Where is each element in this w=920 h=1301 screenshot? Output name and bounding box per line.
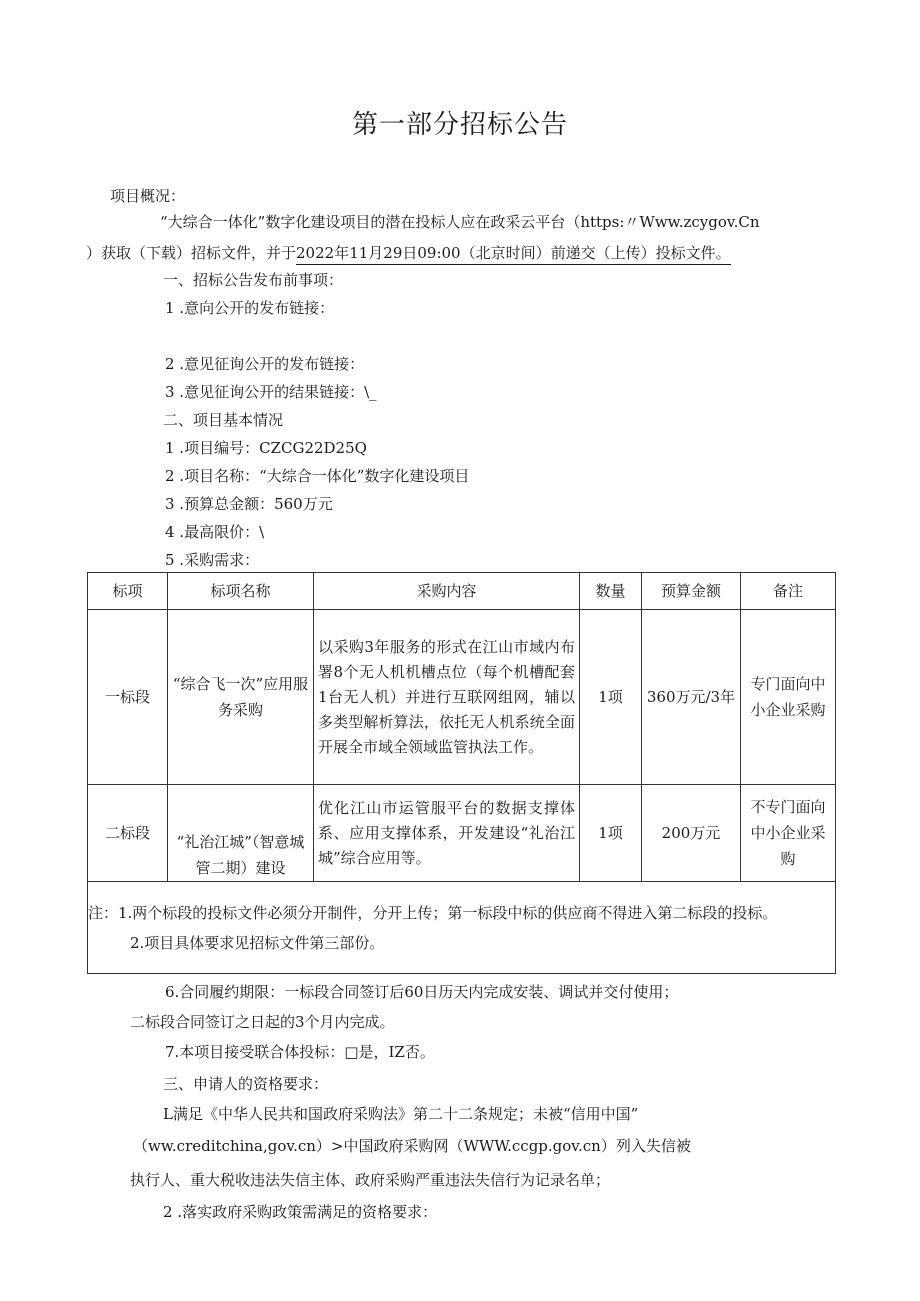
overview-label: 项目概况：: [110, 187, 186, 205]
page-title: 第一部分招标公告: [351, 110, 568, 140]
row2-remark: 不专门面向中小企业采购: [741, 785, 836, 882]
header-content: 采购内容: [314, 573, 580, 610]
row2-lot: 二标段: [88, 785, 168, 882]
section3-item1-line1: L满足《中华人民共和国政府采购法》第二十二条规定；未被“信用中国”: [163, 1105, 639, 1123]
section2-heading: 二、项目基本情况: [163, 411, 284, 429]
row1-content: 以采购3年服务的形式在江山市域内布署8个无人机机槽点位（每个机槽配套1台无人机）并进行互联网组网，辅以多类型解析算法，依托无人机系统全面开展全市域全领域监管执法工作。: [314, 610, 580, 785]
section3-item1-line2: （ww.creditchina,gov.cn）>中国政府采购网（WWW.ccgp.gov.cn）列入失信被: [133, 1137, 691, 1155]
header-budget: 预算金额: [642, 573, 741, 610]
section1-item3: 3 .意见征询公开的结果链接：\_: [165, 383, 377, 401]
item6-line2: 二标段合同签订之日起的3个月内完成。: [130, 1013, 395, 1031]
row1-lot: 一标段: [88, 610, 168, 785]
overview-text-line2: [86, 243, 731, 263]
note-1: 注：1.两个标段的投标文件必须分开制件，分开上传；第一标段中标的供应商不得进入第二标段的投标。: [88, 903, 778, 922]
row2-name: “礼治江城”（智意城管二期）建设: [168, 785, 314, 882]
section3-item1-line3: 执行人、重大税收违法失信主体、政府采购严重违法失信行为记录名单；: [130, 1171, 611, 1189]
section2-item1: 1 .项目编号：CZCG22D25Q: [165, 439, 367, 457]
section1-item1: 1 .意向公开的发布链接：: [165, 299, 335, 317]
table-row: [88, 610, 836, 785]
header-quantity: 数量: [580, 573, 642, 610]
section2-item5: 5 .采购需求：: [165, 551, 260, 569]
header-lot-name: 标项名称: [168, 573, 314, 610]
item7: 7.本项目接受联合体投标：□是，IZ否。: [165, 1043, 435, 1061]
row1-remark: 专门面向中小企业采购: [741, 610, 836, 785]
header-remark: 备注: [741, 573, 836, 610]
table-header-row: [88, 573, 836, 610]
section2-item3: 3 .预算总金额：560万元: [165, 495, 333, 513]
note-2: 2.项目具体要求见招标文件第三部份。: [130, 933, 385, 952]
overview-text-line1: “大综合一体化”数字化建设项目的潜在投标人应在政采云平台（https:〃Www.zcygov.Cn: [160, 213, 760, 231]
table-note-row: [88, 882, 836, 974]
row1-name: “综合飞一次”应用服务采购: [168, 610, 314, 785]
item6-line1: 6.合同履约期限：一标段合同签订后60日历天内完成安装、调试并交付使用；: [165, 983, 679, 1001]
row2-content: 优化江山市运管服平台的数据支撑体系、应用支撑体系，开发建设“礼治江城”综合应用等。: [314, 785, 580, 882]
section1-heading: 一、招标公告发布前事项：: [163, 271, 344, 289]
row2-budget: 200万元: [642, 785, 741, 882]
row1-budget: 360万元/3年: [642, 610, 741, 785]
section2-item4: 4 .最高限价：\: [165, 523, 265, 541]
row2-quantity: 1项: [580, 785, 642, 882]
section3-item2: 2 .落实政府采购政策需满足的资格要求：: [163, 1203, 438, 1221]
procurement-table: [87, 572, 836, 974]
section3-heading: 三、申请人的资格要求：: [163, 1075, 329, 1093]
header-lot: 标项: [88, 573, 168, 610]
section2-item2: 2 .项目名称：“大综合一体化”数字化建设项目: [165, 467, 470, 485]
table-note: [88, 882, 836, 974]
deadline-underlined: 2022年11月29日09:00（北京时间）前递交（上传）投标文件。: [296, 244, 731, 265]
overview-text-line2-pre: ）获取（下载）招标文件，并于: [86, 244, 297, 262]
table-row: [88, 785, 836, 882]
row1-quantity: 1项: [580, 610, 642, 785]
section1-item2: 2 .意见征询公开的发布链接：: [165, 355, 365, 373]
